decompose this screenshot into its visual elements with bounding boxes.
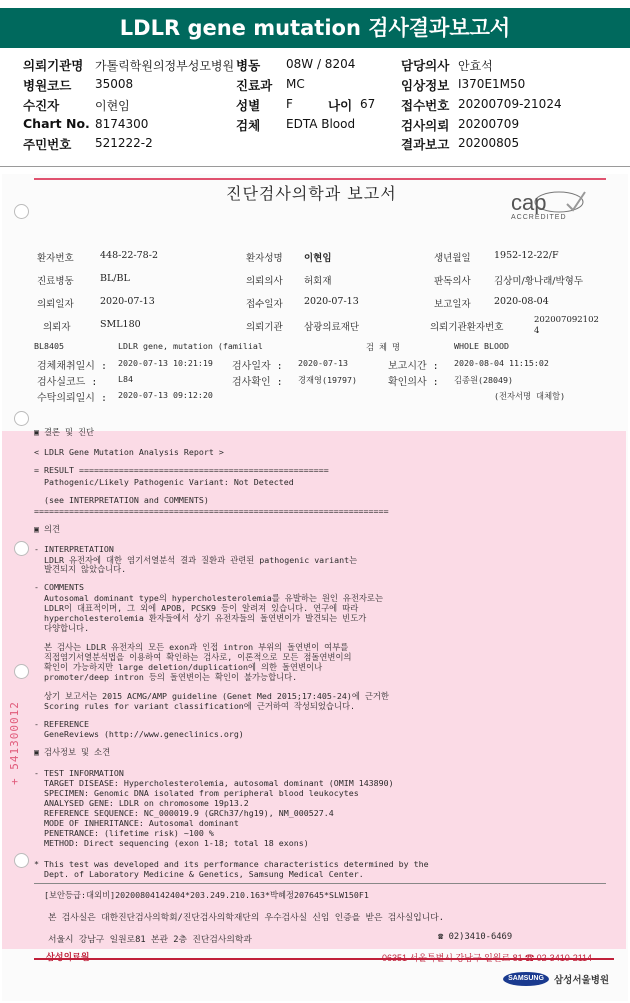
info-label: 환자번호 (37, 253, 74, 264)
punch-hole (14, 664, 29, 679)
info-value: 448-22-78-2 (100, 250, 158, 261)
field-label-specimen: 검체 (236, 118, 261, 133)
field-label-department: 진료과 (236, 78, 273, 93)
collect-value: 2020-07-13 10:21:19 (118, 358, 213, 368)
test-info-line: PENETRANCE: (lifetime risk) ~100 % (44, 828, 214, 838)
info-label: 의뢰자 (43, 322, 71, 333)
comment-line: 다양합니다. (44, 623, 90, 633)
footer-address: 06351 서울특별시 강남구 일원로 81 ☎ 02-3410-2114 (382, 953, 593, 963)
accept-label: 수탁의뢰일시 : (37, 393, 108, 404)
comment-line: Scoring rules for variant classification에 근거하여 작성되었습니다. (44, 701, 355, 711)
lab-code-label: 검사실코드 : (37, 377, 98, 388)
result-header: = RESULT ================================================== (34, 465, 329, 475)
field-value-ward: 08W / 8204 (286, 57, 356, 71)
info-value: BL/BL (100, 273, 130, 284)
comment-line: hypercholesterolemia 환자들에서 상기 유전자들의 돌연변이가 발견되는 빈도가 (44, 613, 367, 623)
reference-heading: - REFERENCE (34, 719, 89, 729)
info-label: 의뢰기관환자번호 (430, 322, 504, 333)
section-opinion-title: ▣ 의견 (34, 524, 61, 534)
analysis-title: < LDLR Gene Mutation Analysis Report > (34, 447, 224, 457)
field-value-accession: 20200709-21024 (458, 97, 562, 111)
samsung-logo: SAMSUNG (503, 972, 549, 986)
lab-code-value: L84 (118, 374, 133, 384)
info-value: 김상미/황나래/박형두 (494, 276, 583, 287)
test-name: LDLR gene, mutation (familial (118, 341, 263, 351)
field-value-institution: 가톨릭학원의정부성모병원 (95, 59, 235, 73)
field-label-doctor: 담당의사 (401, 58, 450, 73)
report-time-label: 보고시간 : (388, 361, 439, 372)
info-label: 보고일자 (434, 299, 471, 310)
comment-line: promoter/deep intron 등의 돌연변이는 확인이 불가능합니다. (44, 672, 298, 682)
specimen-label: 검 체 명 (366, 342, 401, 352)
info-label: 생년월일 (434, 253, 471, 264)
cap-accredited-logo (509, 190, 587, 224)
test-info-line: METHOD: Direct sequencing (exon 1-18; total 18 exons) (44, 838, 309, 848)
punch-hole (14, 541, 29, 556)
comment-line: LDLR이 대표적이며, 그 외에 APOB, PCSK9 등이 알려져 있습니다. 연구에 따라 (44, 603, 359, 613)
test-info-line: SPECIMEN: Genomic DNA isolated from peripheral blood leukocytes (44, 788, 359, 798)
received-value: 2020-07-13 (298, 358, 348, 368)
info-label: 진료병동 (37, 276, 74, 287)
comment-line: 확인이 가능하지만 large deletion/duplication에 의한 돌연변이나 (44, 662, 323, 672)
field-label-patient: 수진자 (23, 98, 60, 113)
reference-line: GeneReviews (http://www.geneclinics.org) (44, 729, 244, 739)
field-value-chart-no: 8174300 (95, 117, 149, 131)
field-label-ward: 병동 (236, 58, 261, 73)
report-time-value: 2020-08-04 11:15:02 (454, 358, 549, 368)
confirm-value: 경재영(19797) (298, 375, 358, 385)
field-label-sex: 성별 (236, 98, 261, 113)
interpretation-heading: - INTERPRETATION (34, 544, 114, 554)
field-value-clinical-info: I370E1M50 (458, 77, 526, 91)
section-conclusion-title: ▣ 결론 및 진단 (34, 427, 95, 437)
field-value-doctor: 안효석 (458, 59, 493, 73)
confirmer-value: 김종원(28049) (454, 375, 514, 385)
specimen-value: WHOLE BLOOD (454, 341, 509, 351)
test-info-heading: - TEST INFORMATION (34, 768, 124, 778)
footer-divider (34, 883, 606, 884)
comments-heading: - COMMENTS (34, 582, 84, 592)
field-value-hospital-code: 35008 (95, 77, 134, 91)
test-code: BL8405 (34, 341, 64, 351)
interpretation-line: 발견되지 않았습니다. (44, 564, 127, 574)
result-text: Pathogenic/Likely Pathogenic Variant: Not Detected (44, 477, 294, 487)
field-label-institution: 의뢰기관명 (23, 58, 84, 73)
info-label: 의뢰의사 (246, 276, 283, 287)
field-value-department: MC (286, 77, 305, 91)
field-value-sex: F (286, 97, 293, 111)
field-value-report-date: 20200805 (458, 136, 520, 150)
field-label-hospital-code: 병원코드 (23, 78, 72, 93)
field-label-report-date: 결과보고 (401, 137, 450, 152)
punch-hole (14, 204, 29, 219)
report-title: LDLR gene mutation 검사결과보고서 (0, 8, 630, 48)
report-top-rule (34, 178, 606, 180)
punch-hole (14, 411, 29, 426)
report-heading: 진단검사의학과 보고서 (226, 184, 397, 203)
development-note: Dept. of Laboratory Medicine & Genetics, Samsung Medical Center. (44, 869, 364, 879)
lab-address: 서울시 강남구 일원로81 본관 2층 진단검사의학과 (48, 935, 252, 945)
cap-logo-sub: ACCREDITED (511, 214, 567, 221)
field-value-request-date: 20200709 (458, 117, 520, 131)
development-note: * This test was developed and its performance characteristics determined by the (34, 859, 429, 869)
info-value: 2020-07-13 (100, 296, 155, 307)
section-test-info-title: ▣ 검사정보 및 소견 (34, 747, 111, 757)
field-value-resident-no: 521222-2 (95, 136, 153, 150)
security-code-line: [보안등급:대외비]20200804142404*203.249.210.163*박혜정207645*SLW150F1 (44, 890, 369, 900)
lab-phone: ☎ 02)3410-6469 (438, 932, 513, 942)
header-divider (0, 166, 630, 167)
punch-hole (14, 853, 29, 868)
field-label-accession: 접수번호 (401, 98, 450, 113)
field-value-specimen: EDTA Blood (286, 117, 356, 131)
test-info-line: TARGET DISEASE: Hypercholesterolemia, autosomal dominant (OMIM 143890) (44, 778, 394, 788)
cap-logo-text: cap (511, 190, 547, 215)
confirmer-label: 확인의사 : (388, 377, 439, 388)
info-value: SML180 (100, 319, 141, 330)
field-value-patient: 이현임 (95, 99, 130, 113)
test-info-line: MODE OF INHERITANCE: Autosomal dominant (44, 818, 239, 828)
rule-line: ======================================================================= (34, 506, 389, 516)
hospital-name: 삼성서울병원 (554, 975, 610, 986)
footer-org-left: 삼성의료원 (46, 952, 90, 962)
comment-line: 직접염기서열분석법을 이용하여 확인하는 검사로, 이론적으로 모든 점돌연변이의 (44, 652, 352, 662)
field-label-clinical-info: 임상정보 (401, 78, 450, 93)
info-value: 2020-08-04 (494, 296, 549, 307)
info-label: 환자성명 (246, 253, 283, 264)
info-value-cont: 4 (534, 326, 540, 336)
see-note: (see INTERPRETATION and COMMENTS) (44, 495, 209, 505)
field-value-age: 67 (360, 97, 376, 111)
test-info-line: REFERENCE SEQUENCE: NC_000019.9 (GRCh37/hg19), NM_000527.4 (44, 808, 334, 818)
field-label-chart-no: Chart No. (23, 116, 90, 131)
collect-label: 검체채취일시 : (37, 361, 108, 372)
info-value: 삼광의료재단 (304, 322, 360, 333)
accept-value: 2020-07-13 09:12:20 (118, 390, 213, 400)
test-info-line: ANALYSED GENE: LDLR on chromosome 19p13.2 (44, 798, 249, 808)
info-value: 허회재 (304, 276, 332, 287)
field-label-request-date: 검사의뢰 (401, 118, 450, 133)
field-label-age: 나이 (328, 98, 353, 113)
received-label: 검사일자 : (232, 361, 283, 372)
info-value: 2020-07-13 (304, 296, 359, 307)
interpretation-line: LDLR 유전자에 대한 염기서열분석 결과 질환과 관련된 pathogenic variant는 (44, 555, 358, 565)
confirm-label: 검사확인 : (232, 377, 283, 388)
comment-line: 본 검사는 LDLR 유전자의 모든 exon과 인접 intron 부위의 돌연변이 여부를 (44, 642, 349, 652)
info-label: 의뢰일자 (37, 299, 74, 310)
esign-note: (전자서명 대체함) (494, 391, 566, 401)
vertical-barcode-number: + 541300012 (8, 701, 21, 785)
info-value: 1952-12-22/F (494, 250, 559, 261)
accreditation-statement: 본 검사실은 대한진단검사의학회/진단검사의학재단의 우수검사실 신임 인증을 받은 검사실입니다. (48, 913, 445, 923)
info-value: 이현임 (304, 253, 332, 264)
info-value: 202007092102 (534, 315, 599, 325)
info-label: 접수일자 (246, 299, 283, 310)
comment-line: Autosomal dominant type의 hypercholesterolemia를 유발하는 원인 유전자로는 (44, 593, 383, 603)
field-label-resident-no: 주민번호 (23, 137, 72, 152)
info-label: 의뢰기관 (246, 322, 283, 333)
info-label: 판독의사 (434, 276, 471, 287)
comment-line: 상기 보고서는 2015 ACMG/AMP guideline (Genet Med 2015;17:405-24)에 근거한 (44, 691, 389, 701)
